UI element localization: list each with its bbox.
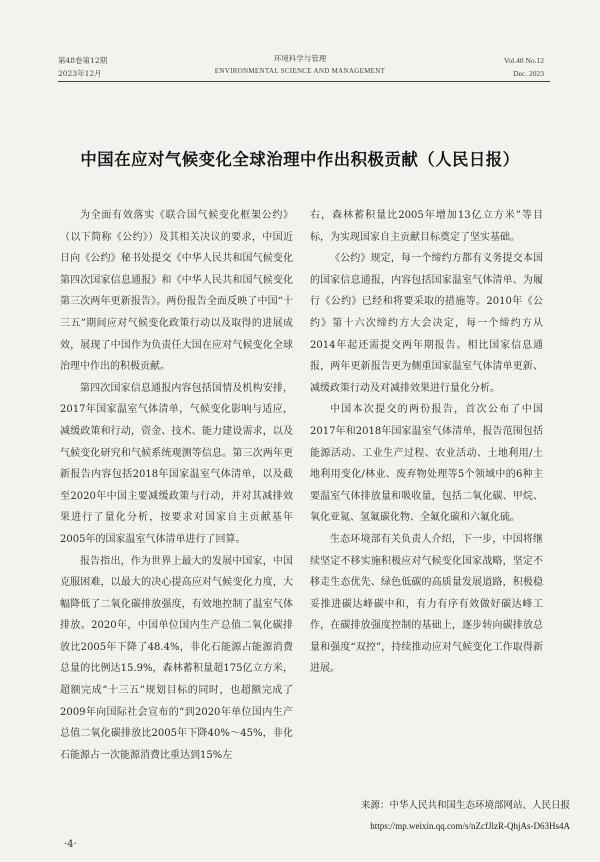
header-volume-issue: 第48卷第12期 [58, 56, 108, 65]
header-divider [58, 81, 550, 82]
article-title: 中国在应对气候变化全球治理中作出积极贡献（人民日报） [80, 150, 520, 169]
paragraph: 生态环境部有关负责人介绍，下一步，中国将继续坚定不移实施积极应对气候变化国家战略，坚定不移走生态优先、绿色低碳的高质量发展道路，积极稳妥推进碳达峰碳中和，有力有序有效做好碳达峰工作，在碳排放强度控制的基础上，逐步转向碳排放总量和强度“双控”，持续推动应对气候变化工作取得新进展。 [310, 533, 543, 675]
header-journal-en: ENVIRONMENTAL SCIENCE AND MANAGEMENT [214, 67, 386, 75]
source-note [310, 796, 570, 836]
paragraph-continued: 右，森林蓄积量比2005年增加13亿立方米”等目标，为实现国家自主贡献目标奠定了坚实基础。 [310, 210, 543, 243]
paragraph: 第四次国家信息通报内容包括国情及机构安排，2017年国家温室气体清单，气候变化影响与适应，减缓政策和行动，资金、技术、能力建设需求，以及气候变化研究和气候系统观测等信息。第三次两年更新报告内容包括2018年国家温室气体清单，以及截至2020年中国主要减缓政策与行动，并对其减排效果进行了量化分析，按要求对国家自主贡献基年2005年的国家温室气体清单进行了回算。 [60, 382, 293, 545]
right-column [310, 205, 543, 680]
header-journal-cn: 环境科学与管理 [273, 54, 327, 63]
paragraph: 报告指出，作为世界上最大的发展中国家，中国克服困难，以最大的决心提高应对气候变化力度，大幅降低了二氧化碳排放强度，有效地控制了温室气体排放。2020年，中国单位国内生产总值二氧化碳排放比2005年下降了48.4%，非化石能源占能源消费总量的比例达15.9%，森林蓄积量超175亿立方米，超额完成“十三五”规划目标的同时，也超额完成了2009年向国际社会宣布的“到2020年单位国内生产总值二氧化碳排放比2005年下降40%～45%，非化石能源占一次能源消费比重达到15%左 [60, 555, 293, 761]
source-label: 来源：中华人民共和国生态环境部网站、人民日报 [360, 800, 570, 811]
header-volume-en: Vol.48 No.12 [503, 56, 544, 65]
left-column [60, 205, 293, 766]
paragraph: 中国本次提交的两份报告，首次公布了中国2017年和2018年国家温室气体清单，报告范围包括能源活动、工业生产过程、农业活动、土地利用/土地利用变化/林业、废弃物处理等5个领域中的6种主要温室气体排放量和吸收量，包括二氧化碳、甲烷、氧化亚氮、氢氟碳化物、全氟化碳和六氟化硫。 [310, 404, 543, 524]
source-url[interactable]: https://mp.weixin.qq.com/s/nZcfJlzR-QhjAs-D63Hs4A [370, 821, 570, 831]
page-number: ·4· [64, 839, 77, 850]
running-header [0, 0, 600, 80]
header-date-en: Dec. 2023 [513, 69, 544, 78]
paragraph: 为全面有效落实《联合国气候变化框架公约》（以下简称《公约》）及其相关决议的要求，中国近日向《公约》秘书处提交《中华人民共和国气候变化第四次国家信息通报》和《中华人民共和国气候变化第三次两年更新报告》。两份报告全面反映了中国“十三五”期间应对气候变化政策行动以及取得的进展成效，展现了中国作为负责任大国在应对气候变化全球治理中作出的积极贡献。 [60, 210, 293, 373]
header-issue-info-en [504, 54, 544, 80]
paragraph: 《公约》规定，每一个缔约方都有义务提交本国的国家信息通报，内容包括国家温室气体清单、为履行《公约》已经和将要采取的措施等。2010年《公约》第十六次缔约方大会决定，每一个缔约方从2014年起还需提交两年期报告。相比国家信息通报，两年更新报告更为侧重国家温室气体清单更新、减缓政策行动及对减排效果进行量化分析。 [310, 253, 543, 394]
header-date: 2023年12月 [58, 69, 102, 78]
